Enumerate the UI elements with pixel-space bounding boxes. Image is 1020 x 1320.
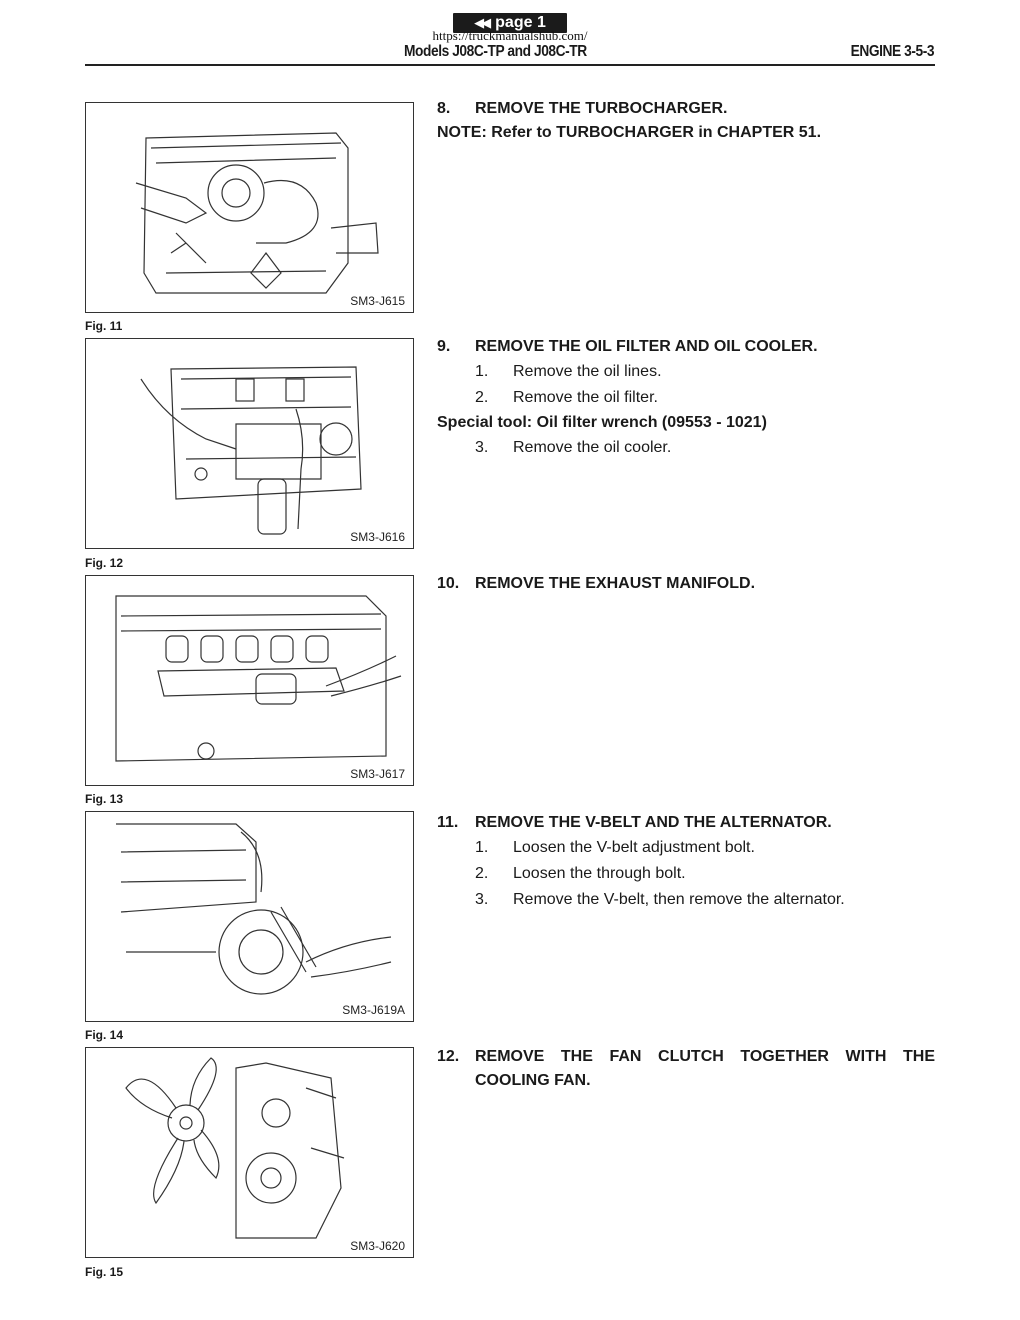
substep-text: Remove the oil filter. (513, 389, 658, 406)
figure-label: Fig. 14 (85, 1028, 124, 1042)
step-number: 11. (437, 814, 459, 831)
substep (437, 359, 935, 385)
step-number: 10. (437, 575, 460, 592)
substep-text: Loosen the V-belt adjustment bolt. (513, 839, 755, 856)
substep-text: Remove the V-belt, then remove the alternator. (513, 891, 845, 908)
substep-number: 3. (475, 891, 489, 908)
step-title (437, 1045, 935, 1093)
step-heading: REMOVE THE FAN CLUTCH TOGETHER WITH THE COOLING FAN. (475, 1048, 935, 1089)
cooling-fan-illustration (86, 1048, 415, 1259)
step-number: 12. (437, 1048, 460, 1065)
substep-number: 2. (475, 389, 489, 406)
substep (437, 385, 935, 411)
step-number: 8. (437, 100, 451, 117)
figure-alternator (85, 811, 414, 1022)
figure-code: SM3-J616 (350, 530, 405, 544)
substep-number: 2. (475, 865, 489, 882)
step-heading: REMOVE THE EXHAUST MANIFOLD. (475, 575, 756, 592)
step-note: NOTE: Refer to TURBOCHARGER in CHAPTER 51. (437, 124, 822, 141)
alternator-illustration (86, 812, 415, 1023)
figure-exhaust-manifold (85, 575, 414, 786)
figure-oil-filter (85, 338, 414, 549)
page-nav-label: page 1 (495, 14, 546, 31)
substep-text: Remove the oil cooler. (513, 439, 672, 456)
header-section: ENGINE 3-5-3 (850, 43, 934, 60)
step-11 (437, 811, 935, 913)
step-number: 9. (437, 338, 451, 355)
rewind-icon: ◀◀ (474, 15, 489, 30)
substep (437, 435, 935, 461)
step-heading: REMOVE THE OIL FILTER AND OIL COOLER. (475, 338, 818, 355)
figure-label: Fig. 12 (85, 556, 124, 570)
step-heading: REMOVE THE TURBOCHARGER. (475, 100, 728, 117)
substep (437, 861, 935, 887)
figure-cooling-fan (85, 1047, 414, 1258)
substep (437, 887, 935, 913)
substep-text: Loosen the through bolt. (513, 865, 686, 882)
step-10 (437, 572, 935, 596)
step-title (437, 97, 935, 121)
figure-code: SM3-J615 (350, 294, 405, 308)
source-url[interactable]: https://truckmanualshub.com/ (432, 28, 588, 43)
header-models: Models J08C-TP and J08C-TR (404, 43, 587, 60)
figure-label: Fig. 11 (85, 319, 123, 333)
figure-label: Fig. 13 (85, 792, 124, 806)
figure-turbocharger (85, 102, 414, 313)
special-tool: Special tool: Oil filter wrench (09553 - 1021) (437, 414, 767, 431)
step-title (437, 572, 935, 596)
turbocharger-illustration (86, 103, 415, 314)
substep-text: Remove the oil lines. (513, 363, 662, 380)
figure-code: SM3-J617 (350, 767, 405, 781)
step-8 (437, 97, 935, 145)
header-rule (85, 64, 935, 66)
substep-number: 1. (475, 839, 489, 856)
substep (437, 835, 935, 861)
figure-code: SM3-J620 (350, 1239, 405, 1253)
step-heading: REMOVE THE V-BELT AND THE ALTERNATOR. (475, 814, 832, 831)
substep-number: 1. (475, 363, 489, 380)
substep-number: 3. (475, 439, 489, 456)
exhaust-manifold-illustration (86, 576, 415, 787)
step-9 (437, 335, 935, 461)
oil-filter-illustration (86, 339, 415, 550)
step-12 (437, 1045, 935, 1093)
step-title (437, 335, 935, 359)
figure-label: Fig. 15 (85, 1265, 124, 1279)
figure-code: SM3-J619A (342, 1003, 405, 1017)
step-title (437, 811, 935, 835)
